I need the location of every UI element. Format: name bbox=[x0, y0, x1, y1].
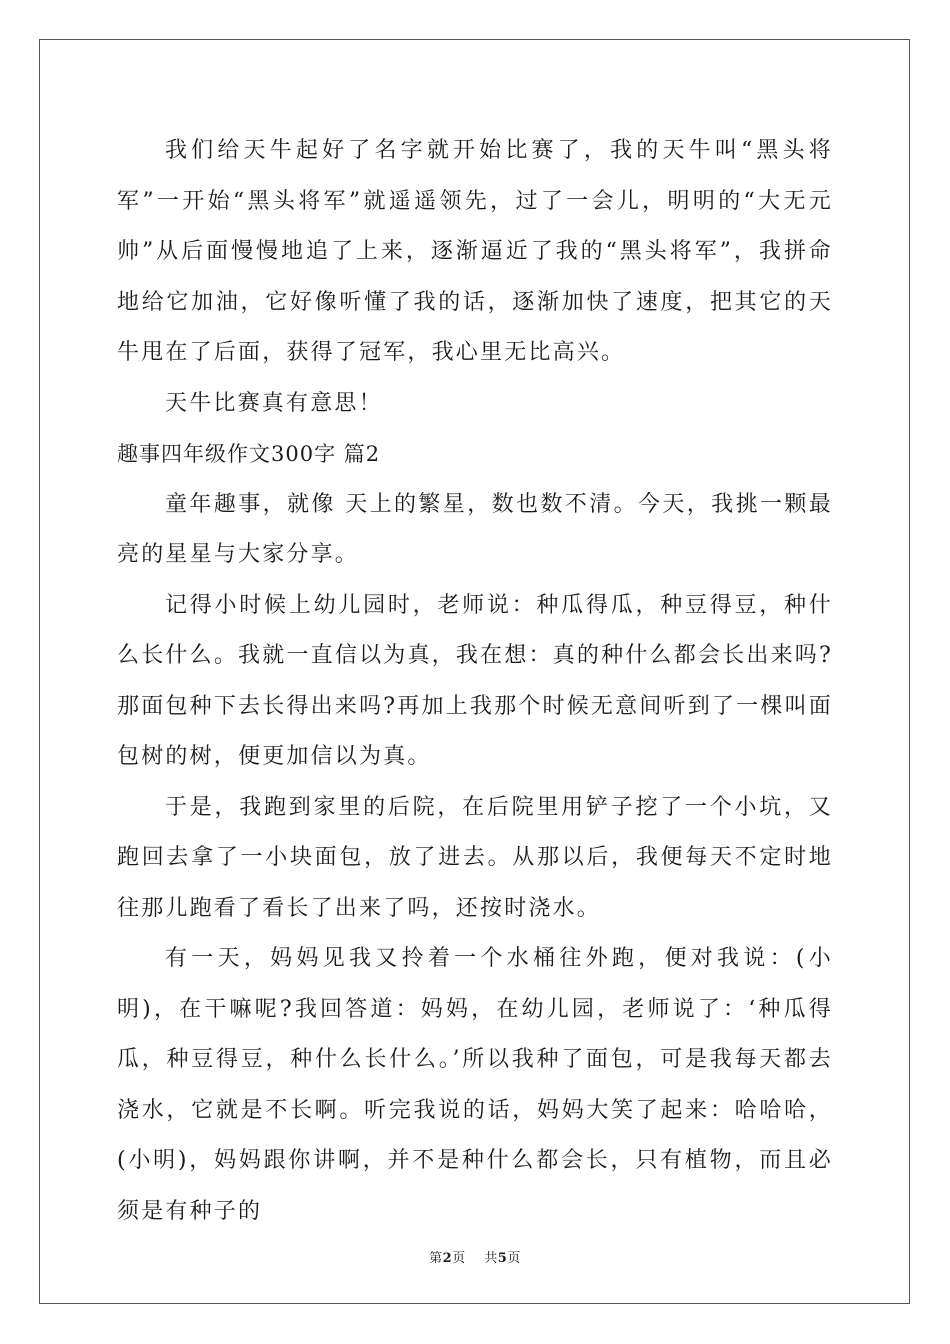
page-number: 第2页 bbox=[429, 1251, 466, 1266]
page-footer bbox=[0, 1247, 950, 1266]
page-total: 共5页 bbox=[484, 1251, 521, 1266]
paragraph: 我们给天牛起好了名字就开始比赛了，我的天牛叫“黑头将军”一开始“黑头将军”就遥遥领先，过了一会儿，明明的“大无元帅”从后面慢慢地追了上来，逐渐逼近了我的“黑头将军”，我拼命地给它加油，它好像听懂了我的话，逐渐加快了速度，把其它的天牛甩在了后面，获得了冠军，我心里无比高兴。 bbox=[117, 138, 833, 365]
paragraph: 天牛比赛真有意思！ bbox=[165, 390, 383, 416]
paragraph: 于是，我跑到家里的后院，在后院里用铲子挖了一个小坑，又跑回去拿了一小块面包，放了进去。从那以后，我便每天不定时地往那儿跑看了看长了出来了吗，还按时浇水。 bbox=[117, 794, 833, 921]
document-body bbox=[117, 126, 833, 1237]
paragraph: 有一天，妈妈见我又拎着一个水桶往外跑，便对我说：(小明)，在干嘛呢?我回答道：妈妈，在幼儿园，老师说了：‘种瓜得瓜，种豆得豆，种什么长什么。’所以我种了面包，可是我每天都去浇水，它就是不长啊。听完我说的话，妈妈大笑了起来：哈哈哈，(小明)，妈妈跟你讲啊，并不是种什么都会长，只有植物，而且必须是有种子的 bbox=[117, 946, 833, 1224]
paragraph: 童年趣事，就像 天上的繁星，数也数不清。今天，我挑一颗最亮的星星与大家分享。 bbox=[117, 491, 833, 567]
paragraph: 记得小时候上幼儿园时，老师说：种瓜得瓜，种豆得豆，种什么长什么。我就一直信以为真，我在想：真的种什么都会长出来吗?那面包种下去长得出来吗?再加上我那个时候无意间听到了一棵叫面包树的树，便更加信以为真。 bbox=[117, 592, 833, 769]
section-heading: 趣事四年级作文300字 篇2 bbox=[117, 442, 381, 466]
